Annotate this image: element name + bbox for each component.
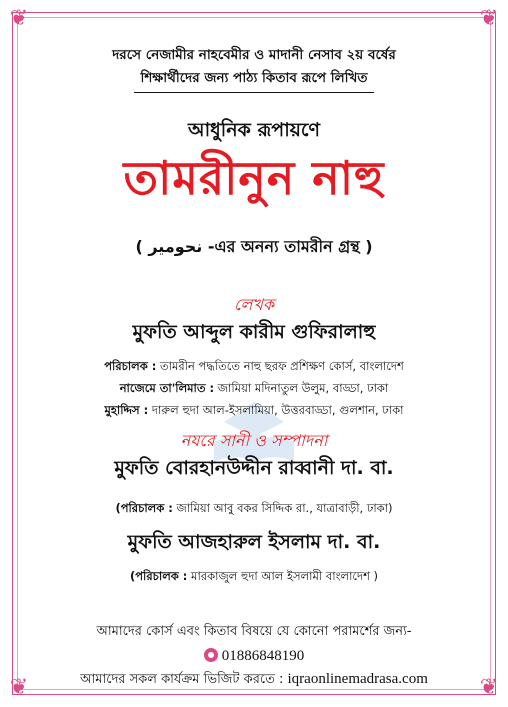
editor-name-1: মুফতি বোরহানউদ্দীন রাব্বানী দা. বা. [114, 457, 394, 479]
editor-name-2: মুফতি আজহারুল ইসলাম দা. বা. [127, 531, 381, 553]
author-label: লেখক [233, 295, 275, 314]
role-value: দারুল হুদা আল-ইসলামিয়া, উত্তরবাড্ডা, গুলশান, ঢাকা [148, 403, 404, 417]
role-value: তামরীন পদ্ধতিতে নাহু ছরফ প্রশিক্ষণ কোর্স, বাংলাদেশ [156, 359, 404, 373]
author-role-1 [24, 356, 484, 376]
corner-ornament-icon: ❦ [479, 675, 499, 700]
role-value: মারকাজুল হুদা আল ইসলামী বাংলাদেশ ) [187, 569, 379, 583]
intro-line-2: শিক্ষার্থীদের জন্য পাঠ্য কিতাব রূপে লিখিত [134, 67, 373, 93]
visit-label: আমাদের সকল কার্যক্রম ভিজিট করতে : [80, 672, 284, 687]
corner-ornament-icon: ❦ [9, 675, 29, 700]
role-value: জামিয়া মদিনাতুল উলুম, বাড্ডা, ঢাকা [214, 381, 389, 395]
role-value: জামিয়া আবু বকর সিদ্দিক রা., যাত্রাবাড়ী, ঢাকা) [172, 501, 393, 515]
intro-block [24, 44, 484, 93]
book-subtitle: আধুনিক রূপায়ণে [187, 119, 321, 141]
book-title: তামরীনুন নাহু [123, 151, 385, 205]
role-key: পরিচালক : [104, 359, 157, 373]
author-role-3 [24, 400, 484, 420]
editor-role-1 [24, 498, 484, 518]
book-tagline: ( نحومير -এর অনন্য তামরীন গ্রন্থ ) [135, 237, 373, 256]
visit-row [24, 670, 484, 691]
intro-line-1: দরসে নেজামীর নাহবেমীর ও মাদানী নেসাব ২য় বর্ষের [112, 47, 396, 63]
phone-row [24, 648, 484, 665]
corner-ornament-icon: ❦ [479, 6, 499, 31]
author-name: মুফতি আব্দুল কারীম গুফিরালাহু [132, 321, 376, 343]
role-key: (পরিচালক : [129, 569, 188, 583]
website-link[interactable]: iqraonlinemadrasa.com [287, 671, 428, 687]
corner-ornament-icon: ❦ [9, 6, 29, 31]
consult-text: আমাদের কোর্স এবং কিতাব বিষয়ে যে কোনো পরামর্শের জন্য- [96, 624, 412, 639]
role-key: নাজেমে তা'লিমাত : [119, 381, 215, 395]
whatsapp-icon [204, 648, 218, 662]
role-key: মুহাদ্দিস : [104, 403, 149, 417]
phone-number[interactable]: 01886848190 [221, 648, 305, 664]
role-key: (পরিচালক : [115, 501, 173, 515]
editor-role-2 [24, 566, 484, 586]
author-role-2 [24, 378, 484, 398]
editors-label: নযরে সানী ও সম্পাদনা [180, 431, 328, 450]
